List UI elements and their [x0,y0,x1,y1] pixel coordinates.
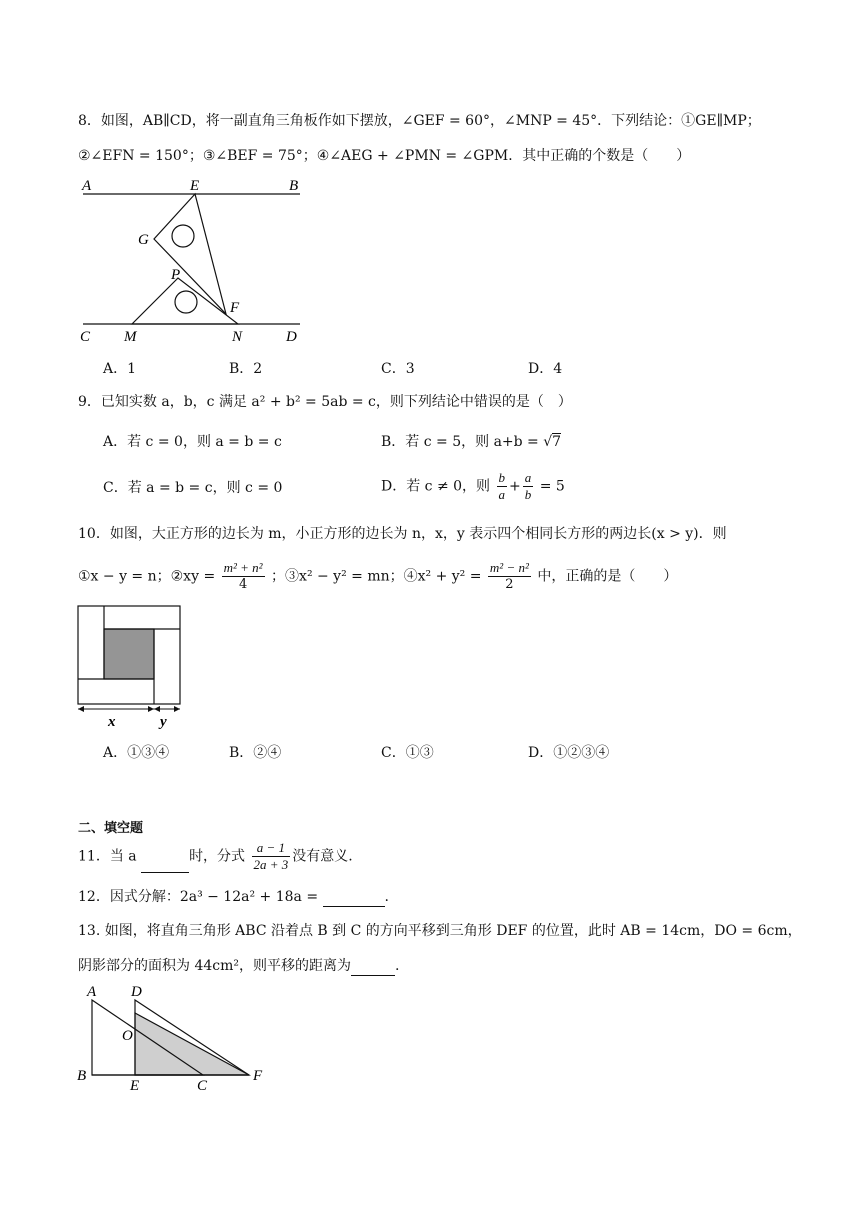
fraction-a-over-b [523,470,534,503]
q10-option-d[interactable]: D．①②③④ [528,745,610,761]
q10-claim-1-2: ①x − y = n；②xy = [78,568,220,585]
label-m: M [124,329,137,345]
frac-denominator: 2 [505,577,514,592]
fraction-claim-4 [488,560,531,593]
q9-option-a[interactable]: A．若 c = 0，则 a = b = c [103,434,282,450]
label-y: y [160,714,167,730]
q12-suffix: . [384,889,389,905]
label-e: E [190,178,200,194]
label-p: P [171,267,181,283]
label-a: A [82,178,92,194]
label-a: A [87,984,97,1000]
frac-denominator: a [498,487,506,502]
section-title-fill-in: 二、填空题 [78,821,144,836]
q13-prefix: 阴影部分的面积为 44cm²，则平移的距离为 [78,958,351,974]
circle-hole-upper [172,225,194,247]
q10-stem-line2 [78,560,677,593]
q9-option-b[interactable] [381,432,561,452]
label-d: D [286,329,297,345]
q10-figure [74,602,186,732]
q9-stem: 9．已知实数 a，b，c 满足 a² + b² = 5ab = c，则下列结论中错误的是（ ） [78,394,572,410]
q11-prefix: 11．当 a [78,848,142,865]
triangle-gef [154,194,226,314]
small-square-shaded [104,629,154,679]
label-x: x [108,714,116,730]
label-d: D [131,984,142,1000]
frac-numerator: b [498,470,506,485]
circle-hole-lower [175,291,197,313]
q9-option-b-radicand: 7 [552,434,562,450]
q13-suffix: . [395,958,400,974]
frac-denominator: b [524,487,532,502]
q9-option-c[interactable]: C．若 a = b = c，则 c = 0 [103,480,283,496]
q8-option-a[interactable]: A．1 [103,361,137,377]
q10-option-b[interactable]: B．②④ [229,745,282,761]
q11-stem [78,840,353,873]
q11-answer-blank[interactable] [141,858,189,873]
q8-option-b[interactable]: B．2 [229,361,263,377]
label-e: E [130,1078,140,1092]
label-f: F [253,1068,263,1084]
q13-answer-blank[interactable] [351,961,395,976]
q8-option-c[interactable]: C．3 [381,361,415,377]
q10-claim-3-4: ；③x² − y² = mn；④x² + y² = [271,568,486,585]
q8-option-d[interactable]: D．4 [528,361,563,377]
label-c: C [80,329,91,345]
label-n: N [232,329,243,345]
q11-mid: 时，分式 [189,848,246,865]
q11-fraction [252,840,291,873]
q10-stem-end: 中，正确的是（ ） [537,568,678,585]
q8-stem-line1: 8．如图，AB∥CD，将一副直角三角板作如下摆放，∠GEF = 60°，∠MNP = 45°．下列结论：①GE∥MP； [78,113,761,129]
q12-answer-blank[interactable] [323,892,385,907]
q13-stem-line2 [78,956,399,976]
shaded-region [135,1013,249,1075]
q9-option-d-text: D．若 c ≠ 0，则 [381,478,495,495]
fraction-claim-2 [222,560,265,593]
q13-figure [76,982,276,1092]
label-b: B [289,178,299,194]
q9-option-b-text: B．若 c = 5，则 a+b = [381,434,544,450]
q10-option-a[interactable]: A．①③④ [103,745,170,761]
frac-numerator: m² − n² [489,560,529,575]
label-o: O [122,1028,133,1044]
frac-numerator: a − 1 [252,840,291,857]
q9-option-d[interactable]: D．若 c ≠ 0，则 $\frac{b}{a}$ + $\frac{a}{b}$ = 5 [381,470,565,502]
q9-option-d-suffix: = 5 [535,478,565,495]
label-g: G [138,232,149,248]
q12-prefix: 12．因式分解：2a³ − 12a² + 18a = [78,889,323,905]
q8-figure [78,172,308,348]
q12-stem [78,887,389,907]
frac-numerator: m² + n² [223,560,263,575]
label-b: B [77,1068,87,1084]
frac-denominator: 4 [238,577,248,592]
fraction-b-over-a [497,470,508,503]
sqrt-sign: √ [543,434,553,450]
q10-stem-line1: 10．如图，大正方形的边长为 m，小正方形的边长为 n，x，y 表示四个相同长方形的两边长(x > y)．则 [78,526,727,542]
q10-option-c[interactable]: C．①③ [381,745,434,761]
label-f: F [230,300,240,316]
q13-stem-line1: 13. 如图，将直角三角形 ABC 沿着点 B 到 C 的方向平移到三角形 DEF 的位置，此时 AB = 14cm，DO = 6cm， [78,923,802,939]
frac-denominator: 2a + 3 [253,857,289,872]
q11-suffix: 没有意义. [292,848,353,865]
label-c: C [197,1078,208,1092]
frac-numerator: a [524,470,532,485]
q8-stem-line2: ②∠EFN = 150°；③∠BEF = 75°；④∠AEG + ∠PMN = ∠GPM．其中正确的个数是（ ） [78,148,691,164]
